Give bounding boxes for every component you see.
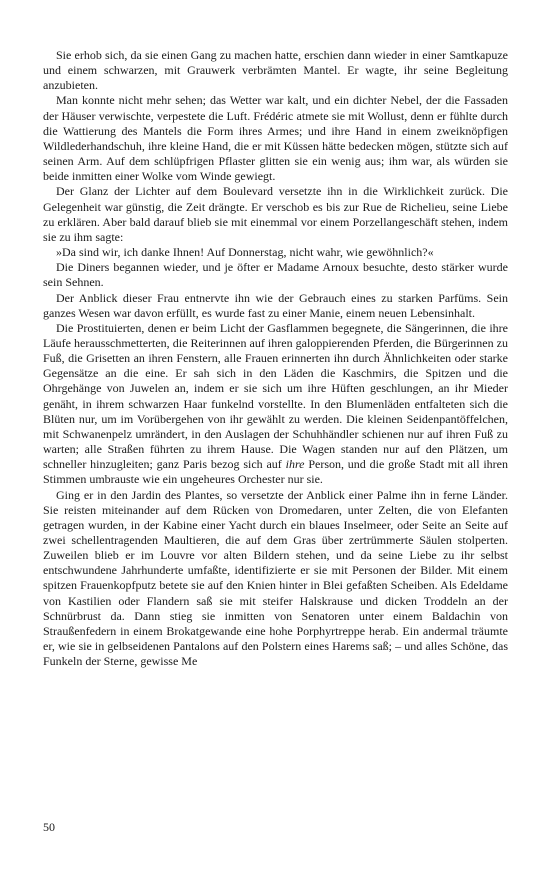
emphasis-text: ihre bbox=[285, 457, 305, 472]
page-number: 50 bbox=[43, 820, 55, 834]
paragraph: Die Diners begannen wieder, und je öfter er Madame Arnoux besuchte, desto stärker wurde sein Sehnen. bbox=[43, 260, 508, 290]
text-block bbox=[43, 48, 508, 669]
paragraph: Der Glanz der Lichter auf dem Boulevard versetzte ihn in die Wirklichkeit zurück. Die Gelegenheit war günstig, die Zeit drängte. Er verschob es bis zur Rue de Richelieu, seine Liebe zu erklären. Aber bald darauf blieb sie mit einemmal vor einem Porzellangeschäft stehen, indem sie zu ihm sagte: bbox=[43, 184, 508, 244]
paragraph-text: Person, und die große Stadt mit all ihren Stimmen umbrauste wie ein ungeheures Orchester nur sie. bbox=[43, 457, 509, 487]
paragraph-text: Die Prostituierten, denen er beim Licht der Gasflammen begegnete, die Sängerinnen, die ihre Läufe herausschmetterten, die Reiterinnen auf ihren galoppierenden Pferden, die Bürgerinnen zu Fuß, die Grisetten an ihren Fenstern, alle Frauen erinnerten ihn durch Ähnlichkeiten oder starke Gegensätze an die eine. Er sah sich in den Läden die Kaschmirs, die Spitzen und die Ohrgehänge von Juwelen an, indem er sie sich um ihre Hüften geschlungen, an ihr Mieder genäht, in ihrem schwarzen Haar funkelnd vorstellte. In den Blumenläden entfalteten sich die Blüten nur, um im Vorübergehen von ihr gewählt zu werden. Die kleinen Seidenpantöffelchen, mit Schwanenpelz umrändert, in den Auslagen der Schuhhändler schienen nur auf ihren Fuß zu warten; alle Straßen führten zu ihrem Hause. Die Wagen standen nur auf den Plätzen, um schneller hinzugleiten; ganz Paris bezog sich auf bbox=[43, 320, 508, 472]
paragraph: Ging er in den Jardin des Plantes, so versetzte der Anblick einer Palme ihn in ferne Länder. Sie reisten miteinander auf dem Rücken von Dromedaren, unter Zelten, die von Elefanten getragen wurden, in der Kabine einer Yacht durch ein blaues Inselmeer, oder Seite an Seite auf zwei schellentragenden Maultieren, die auf dem Gras über zertrümmerte Säulen stolperten. Zuweilen blieb er im Louvre vor alten Bildern stehen, und da seine Liebe zu ihr selbst entschwundene Jahrhunderte umfaßte, identifizierte er sie mit Personen der Bilder. Mit einem spitzen Frauenkopfputz betete sie auf den Knien hinter in Blei gefaßten Scheiben. Als Edeldame von Kastilien oder Flandern saß sie mit steifer Halskrause und dicken Troddeln an der Schnürbrust da. Dann stieg sie inmitten von Senatoren unter einem Baldachin von Straußenfedern in einem Brokatgewande eine hohe Porphyrtreppe herab. Ein andermal träumte er, wie sie in gelbseidenen Pantalons auf den Polstern eines Harems saß; – und alles Schöne, das Funkeln der Sterne, gewisse Me bbox=[43, 487, 508, 669]
paragraph: Sie erhob sich, da sie einen Gang zu machen hatte, erschien dann wieder in einer Samtkapuze und einem schwarzen, mit Grauwerk verbrämten Mantel. Er wagte, ihr seine Begleitung anzubieten. bbox=[43, 48, 508, 93]
paragraph bbox=[43, 321, 508, 488]
paragraph: »Da sind wir, ich danke Ihnen! Auf Donnerstag, nicht wahr, wie gewöhnlich?« bbox=[56, 245, 434, 260]
paragraph: Der Anblick dieser Frau entnervte ihn wie der Gebrauch eines zu starken Parfüms. Sein ganzes Wesen war davon erfüllt, es wurde fast zu einer Manie, einem neuen Lebensinhalt. bbox=[43, 290, 508, 320]
paragraph: Man konnte nicht mehr sehen; das Wetter war kalt, und ein dichter Nebel, der die Fassaden der Häuser verwischte, verpestete die Luft. Frédéric atmete sie mit Wollust, denn er fühlte durch die Wattierung des Mantels die Form ihres Armes; und ihre Hand in einem zweiknöpfigen Wildlederhandschuh, ihre kleine Hand, die er mit Küssen hätte bedecken mögen, stützte sich auf seinen Arm. Auf dem schlüpfrigen Pflaster glitten sie ein wenig aus; ihm war, als würden sie beide inmitten einer Wolke vom Winde gewiegt. bbox=[43, 93, 508, 184]
